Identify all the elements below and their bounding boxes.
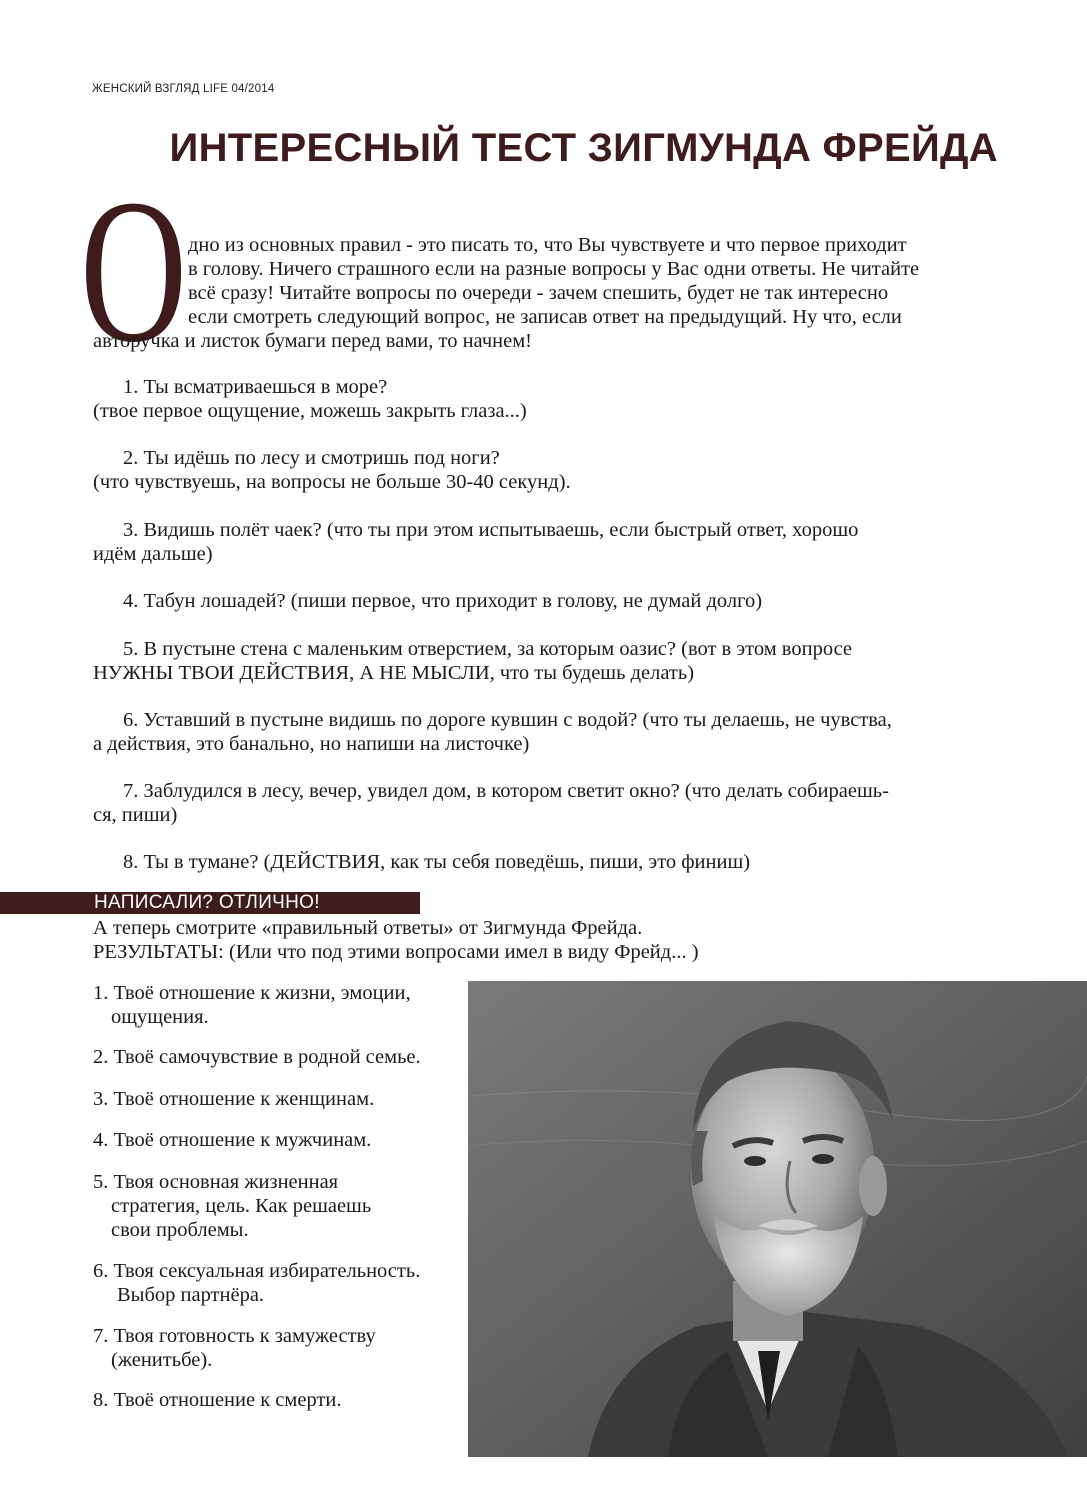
results-intro — [93, 916, 699, 964]
result-text: 8. Твоё отношение к смерти. — [93, 1389, 342, 1411]
intro-line: если смотреть следующий вопрос, не записав ответ на предыдущий. Ну что, если — [188, 306, 902, 328]
result-item — [93, 1045, 473, 1069]
question-text: 4. Табун лошадей? (пиши первое, что приходит в голову, не думай долго) — [123, 590, 763, 612]
result-item — [93, 1388, 473, 1412]
question-note: (твое первое ощущение, можешь закрыть глаза...) — [93, 400, 527, 422]
question-text: 6. Уставший в пустыне видишь по дороге кувшин с водой? (что ты делаешь, не чувства, — [123, 709, 892, 731]
portrait-illustration — [468, 981, 1087, 1457]
question-text: 5. В пустыне стена с маленьким отверстием, за которым оазис? (вот в этом вопросе — [123, 638, 853, 660]
question-note: НУЖНЫ ТВОИ ДЕЙСТВИЯ, А НЕ МЫСЛИ, что ты будешь делать) — [93, 662, 695, 684]
result-item — [93, 1324, 473, 1372]
freud-portrait-photo — [468, 981, 1087, 1457]
result-text: 4. Твоё отношение к мужчинам. — [93, 1129, 372, 1151]
question-note: а действия, это банально, но напиши на листочке) — [93, 733, 530, 755]
intro-line: дно из основных правил - это писать то, что Вы чувствуете и что первое приходит — [188, 234, 907, 256]
result-text-cont: (женитьбе). — [111, 1349, 213, 1371]
result-text: 5. Твоя основная жизненная — [93, 1171, 339, 1193]
question-note: (что чувствуешь, на вопросы не больше 30-40 секунд). — [93, 471, 571, 493]
question-note: идём дальше) — [93, 543, 213, 565]
result-item — [93, 1087, 473, 1111]
drop-cap: О — [80, 156, 188, 385]
result-text: 7. Твоя готовность к замужеству — [93, 1325, 376, 1347]
results-intro-line: А теперь смотрите «правильный ответы» от Зигмунда Фрейда. — [93, 917, 643, 939]
result-text-cont: ощущения. — [111, 1006, 209, 1028]
results-heading: РЕЗУЛЬТАТЫ: (Или что под этими вопросами имел в виду Фрейд... ) — [93, 941, 699, 963]
question-item — [93, 589, 993, 613]
result-text: 2. Твоё самочувствие в родной семье. — [93, 1046, 421, 1068]
result-text: 6. Твоя сексуальная избирательность. — [93, 1260, 421, 1282]
question-item — [93, 375, 993, 423]
masthead: ЖЕНСКИЙ ВЗГЛЯД LIFE 04/2014 — [92, 83, 275, 95]
result-text: 1. Твоё отношение к жизни, эмоции, — [93, 982, 411, 1004]
question-item — [93, 779, 993, 827]
result-item — [93, 1259, 473, 1307]
banner-title: НАПИСАЛИ? ОТЛИЧНО! — [94, 892, 320, 913]
result-text-cont: стратегия, цель. Как решаешь — [111, 1195, 372, 1217]
result-text-cont: свои проблемы. — [111, 1219, 249, 1241]
question-text: 7. Заблудился в лесу, вечер, увидел дом, в котором светит окно? (что делать собираешь- — [123, 780, 889, 802]
question-item — [93, 850, 993, 874]
question-item — [93, 637, 993, 685]
result-item — [93, 981, 473, 1029]
question-item — [93, 446, 993, 494]
result-text-cont: Выбор партнёра. — [117, 1284, 265, 1306]
intro-line: всё сразу! Читайте вопросы по очереди - зачем спешить, будет не так интересно — [188, 282, 889, 304]
intro-line: в голову. Ничего страшного если на разные вопросы у Вас одни ответы. Не читайте — [188, 258, 920, 280]
question-text: 3. Видишь полёт чаек? (что ты при этом испытываешь, если быстрый ответ, хорошо — [123, 519, 859, 541]
question-text: 2. Ты идёшь по лесу и смотришь под ноги? — [123, 447, 500, 469]
question-item — [93, 708, 993, 756]
result-item — [93, 1128, 473, 1152]
question-text: 1. Ты всматриваешься в море? — [123, 376, 388, 398]
section-banner — [0, 892, 420, 914]
question-note: ся, пиши) — [93, 804, 178, 826]
question-item — [93, 518, 993, 566]
intro-line: авторучка и листок бумаги перед вами, то начнем! — [93, 330, 532, 352]
page-title: ИНТЕРЕСНЫЙ ТЕСТ ЗИГМУНДА ФРЕЙДА — [169, 126, 998, 170]
result-item — [93, 1170, 473, 1242]
result-text: 3. Твоё отношение к женщинам. — [93, 1088, 375, 1110]
question-text: 8. Ты в тумане? (ДЕЙСТВИЯ, как ты себя поведёшь, пиши, это финиш) — [123, 851, 751, 873]
